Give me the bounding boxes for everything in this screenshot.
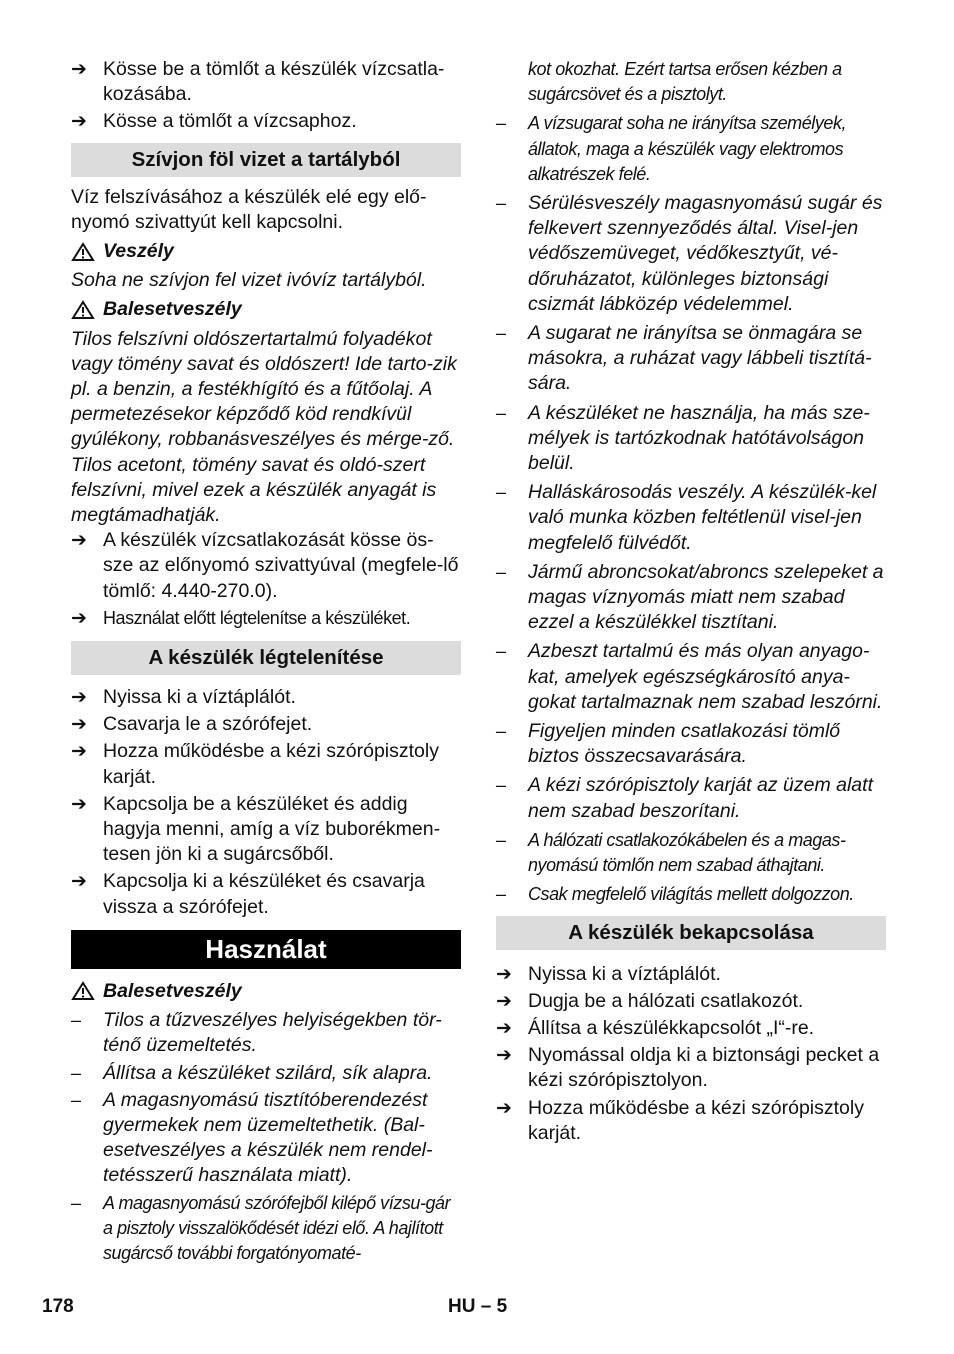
step-item: ➔ Kösse be a tömlőt a készülék vízcsatla-kozásába. — [71, 58, 445, 106]
list-item: – Jármű abroncsokat/abroncs szelepeket a magas víznyomás miatt nem szabad ezzel a készülékkel tisztítani. — [496, 560, 884, 634]
step-item: ➔ Kapcsolja ki a készüléket és csavarja vissza a szórófejet. — [71, 870, 425, 918]
danger-text: Soha ne szívjon fel vizet ivóvíz tartályból. — [71, 269, 427, 292]
list-item: – Állítsa a készüléket szilárd, sík alapra. — [71, 1061, 433, 1084]
list-item: – A hálózati csatlakozókábelen és a magas-nyomású tömlőn nem szabad áthajtani. — [496, 829, 846, 876]
arrow-right-icon: ➔ — [71, 59, 87, 80]
arrow-right-icon: ➔ — [71, 741, 87, 763]
section-heading-fill-water: Szívjon föl vizet a tartályból — [71, 143, 461, 177]
arrow-right-icon: ➔ — [71, 687, 87, 709]
intro-text: Víz felszívásához a készülék elé egy elő-nyomó szivattyút kell kapcsolni. — [71, 185, 427, 233]
list-item: – Azbeszt tartalmú és más olyan anyago-kat, amelyek egészségkárosító anya-gokat tartalmaznak nem szabad leszórni. — [496, 640, 883, 713]
step-item: ➔ Nyissa ki a víztáplálót. — [71, 685, 461, 710]
list-item: – A kézi szórópisztoly karját az üzem alatt nem szabad beszorítani. — [496, 774, 873, 822]
usage-warning-heading: Balesetveszély — [71, 979, 461, 1004]
danger-heading: Veszély — [71, 239, 461, 264]
arrow-right-icon: ➔ — [496, 990, 512, 1012]
step-item: ➔ Dugja be a hálózati csatlakozót. — [496, 989, 886, 1014]
list-item: – A magasnyomású tisztítóberendezést gyermekek nem üzemeltethetik. (Bal-esetveszélyes a készülék nem rendel-tetésszerű használata miatt). — [71, 1088, 433, 1187]
arrow-right-icon: ➔ — [71, 871, 87, 893]
step-item: ➔ Csavarja le a szórófejet. — [71, 712, 461, 737]
page-number: 178 — [42, 1296, 74, 1317]
step-item: ➔ Kapcsolja be a készüléket és addig hagyja menni, amíg a víz buborékmen-tesen jön ki a sugárcsőből. — [71, 792, 441, 866]
arrow-right-icon: ➔ — [71, 530, 87, 552]
list-item: – A készüléket ne használja, ha más sze-mélyek is tartózkodnak hatótávolságon belül. — [496, 401, 870, 475]
list-item-continuation: kot okozhat. Ezért tartsa erősen kézben a sugárcsövet és a pisztolyt. — [528, 59, 842, 105]
list-item: – A vízsugarat soha ne irányítsa személyek, állatok, maga a készülék vagy elektromos alkatrészek felé. — [496, 113, 847, 184]
arrow-right-icon: ➔ — [71, 607, 87, 629]
arrow-right-icon: ➔ — [496, 963, 512, 985]
step-item: ➔ Nyissa ki a víztáplálót. — [496, 962, 886, 987]
step-item: ➔ A készülék vízcsatlakozását kösse ös-sze az előnyomó szivattyúval (megfele-lő tömlő: 4.440-270.0). — [71, 529, 459, 602]
arrow-right-icon: ➔ — [496, 1017, 512, 1039]
arrow-right-icon: ➔ — [496, 1045, 512, 1067]
section-heading-bleeding: A készülék légtelenítése — [71, 641, 461, 675]
warning-triangle-icon — [71, 981, 95, 1001]
list-item: – A magasnyomású szórófejből kilépő vízsu-gár a pisztoly visszalökődését idézi elő. A hajlított sugárcső további forgatónyomaté- — [71, 1192, 451, 1263]
step-item: ➔ Nyomással oldja ki a biztonsági pecket a kézi szórópisztolyon. — [496, 1044, 880, 1092]
accident-text: Tilos felszívni oldószertartalmú folyadékot vagy tömény savat és oldószert! Ide tarto-zik pl. a benzin, a festékhígító és a fűtőolaj. A permetezésekor képződő köd rendkívül gyúlékony, robbanásveszélyes és mérge-ző. Tilos acetont, tömény savat és oldó-szert felszívni, mivel ezek a készülék anyagát is megtámadhatják. — [71, 327, 457, 527]
list-item: – Csak megfelelő világítás mellett dolgozzon. — [496, 884, 854, 905]
warning-triangle-icon — [71, 300, 95, 320]
language-page-code: HU – 5 — [448, 1296, 508, 1317]
warning-triangle-icon — [71, 242, 95, 262]
step-item: ➔ Hozza működésbe a kézi szórópisztoly karját. — [71, 740, 439, 788]
list-item: – Sérülésveszély magasnyomású sugár és felkevert szennyeződés által. Visel-jen védőszemüveget, védőkesztyűt, vé-dőruházatot, különleges biztonsági csizmát lábközép védelemmel. — [496, 192, 883, 315]
list-item: – Figyeljen minden csatlakozási tömlő biztos összecsavarására. — [496, 720, 841, 768]
arrow-right-icon: ➔ — [71, 111, 87, 133]
accident-heading: Balesetveszély — [71, 297, 461, 322]
step-item: ➔ Használat előtt légtelenítse a készüléket. — [71, 606, 461, 631]
step-item: ➔ Kösse a tömlőt a vízcsaphoz. — [71, 109, 461, 134]
right-column — [496, 57, 886, 1146]
list-item: – A sugarat ne irányítsa se önmagára se másokra, a ruházat vagy lábbeli tisztítá-sára. — [496, 322, 872, 395]
step-item: ➔ Állítsa a készülékkapcsolót „I“-re. — [496, 1016, 886, 1041]
arrow-right-icon: ➔ — [496, 1097, 512, 1119]
left-column — [71, 57, 461, 1266]
arrow-right-icon: ➔ — [71, 793, 87, 815]
main-heading-usage: Használat — [71, 930, 461, 969]
section-heading-switch-on: A készülék bekapcsolása — [496, 916, 886, 950]
step-item: ➔ Hozza működésbe a kézi szórópisztoly karját. — [496, 1096, 864, 1144]
list-item: – Tilos a tűzveszélyes helyiségekben tör-ténő üzemeltetés. — [71, 1009, 442, 1057]
arrow-right-icon: ➔ — [71, 714, 87, 736]
list-item: – Halláskárosodás veszély. A készülék-kel való munka közben feltétlenül visel-jen megfelelő fülvédőt. — [496, 481, 877, 554]
